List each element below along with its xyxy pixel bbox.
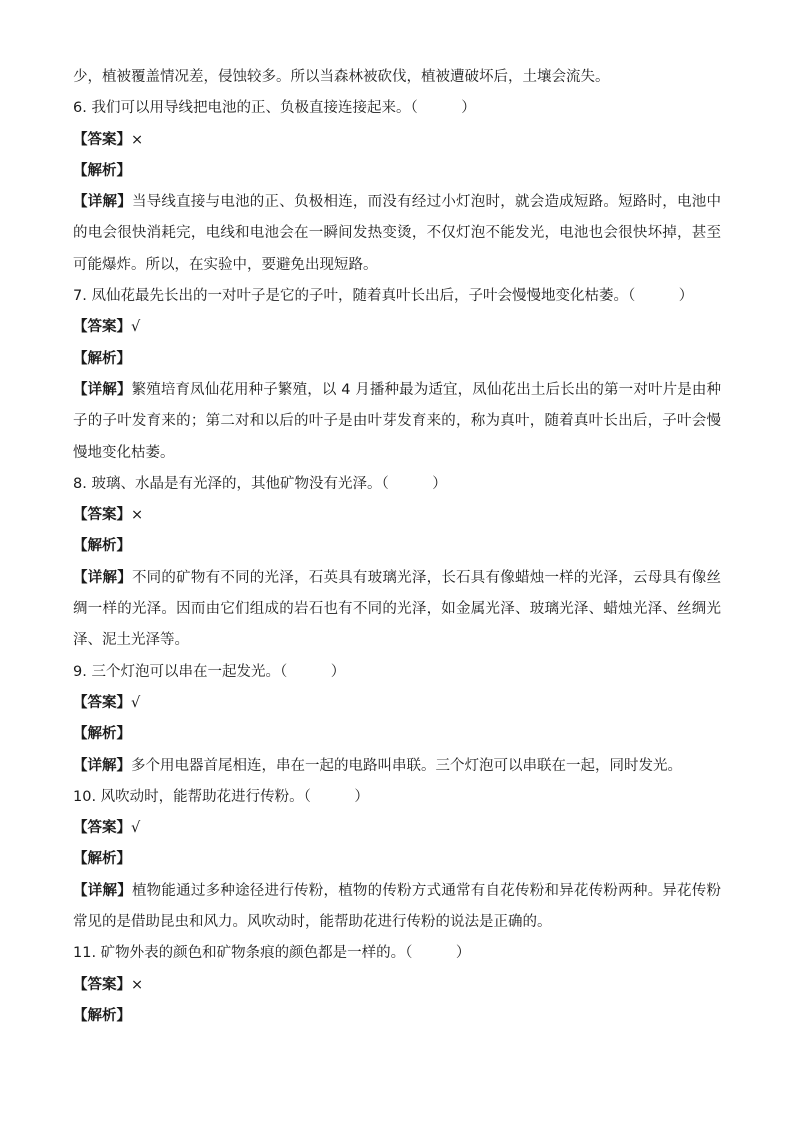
detail-label: 【详解】 bbox=[73, 757, 131, 774]
question-block-11 bbox=[73, 938, 721, 1032]
answer-value: √ bbox=[131, 694, 141, 711]
detail-text: 当导线直接与电池的正、负极相连，而没有经过小灯泡时，就会造成短路。短路时，电池中的电会很快消耗完，电线和电池会在一瞬间发热变烫，不仅灯泡不能发光，电池也会很快坏掉，甚至可能爆炸。所以，在实验中，要避免出现短路。 bbox=[73, 194, 722, 273]
detail-text: 多个用电器首尾相连，串在一起的电路叫串联。三个灯泡可以串联在一起，同时发光。 bbox=[131, 757, 682, 774]
document-page bbox=[73, 62, 721, 1032]
detail-paragraph bbox=[73, 187, 721, 281]
answer-line bbox=[73, 125, 721, 156]
detail-label: 【详解】 bbox=[73, 882, 132, 899]
question-text: 9. 三个灯泡可以串在一起发光。（ ） bbox=[73, 663, 346, 680]
answer-value: √ bbox=[131, 820, 141, 837]
analysis-label: 【解析】 bbox=[73, 538, 131, 555]
analysis-label: 【解析】 bbox=[73, 350, 131, 367]
analysis-label: 【解析】 bbox=[73, 851, 131, 868]
answer-value: × bbox=[131, 976, 144, 993]
answer-label: 【答案】 bbox=[73, 319, 131, 336]
answer-line bbox=[73, 813, 721, 844]
question-block-9 bbox=[73, 657, 721, 782]
detail-text: 繁殖培育凤仙花用种子繁殖，以 4 月播种最为适宜，凤仙花出土后长出的第一对叶片是由种子的子叶发育来的；第二对和以后的叶子是由叶芽发育来的，称为真叶，随着真叶长出后，子叶会慢慢地变化枯萎。 bbox=[73, 381, 721, 461]
question-text: 10. 风吹动时，能帮助花进行传粉。（ ） bbox=[73, 788, 369, 805]
question-block-7 bbox=[73, 281, 721, 469]
answer-value: √ bbox=[131, 319, 141, 336]
analysis-label: 【解析】 bbox=[73, 726, 131, 743]
answer-label: 【答案】 bbox=[73, 507, 131, 524]
answer-line bbox=[73, 312, 721, 343]
question-text: 7. 凤仙花最先长出的一对叶子是它的子叶，随着真叶长出后，子叶会慢慢地变化枯萎。（ ） bbox=[73, 288, 694, 305]
analysis-label: 【解析】 bbox=[73, 162, 131, 179]
answer-value: × bbox=[131, 131, 144, 148]
detail-paragraph bbox=[73, 751, 721, 782]
detail-label: 【详解】 bbox=[73, 194, 132, 211]
answer-line bbox=[73, 500, 721, 531]
question-text: 11. 矿物外表的颜色和矿物条痕的颜色都是一样的。（ ） bbox=[73, 945, 471, 962]
answer-label: 【答案】 bbox=[73, 820, 131, 837]
question-block-6 bbox=[73, 93, 721, 281]
detail-label: 【详解】 bbox=[73, 569, 132, 586]
analysis-label: 【解析】 bbox=[73, 1007, 131, 1024]
answer-line bbox=[73, 688, 721, 719]
answer-label: 【答案】 bbox=[73, 694, 131, 711]
answer-label: 【答案】 bbox=[73, 976, 131, 993]
detail-paragraph bbox=[73, 563, 721, 657]
detail-text: 植物能通过多种途径进行传粉，植物的传粉方式通常有自花传粉和异花传粉两种。异花传粉常见的是借助昆虫和风力。风吹动时，能帮助花进行传粉的说法是正确的。 bbox=[73, 882, 722, 931]
detail-label: 【详解】 bbox=[73, 381, 132, 398]
question-block-10 bbox=[73, 782, 721, 938]
answer-line bbox=[73, 970, 721, 1001]
answer-value: × bbox=[131, 507, 144, 524]
detail-paragraph bbox=[73, 876, 721, 939]
question-text: 8. 玻璃、水晶是有光泽的，其他矿物没有光泽。（ ） bbox=[73, 475, 447, 492]
question-block-8 bbox=[73, 469, 721, 657]
continuation-text: 少，植被覆盖情况差，侵蚀较多。所以当森林被砍伐，植被遭破坏后，土壤会流失。 bbox=[73, 69, 610, 85]
answer-label: 【答案】 bbox=[73, 131, 131, 148]
detail-paragraph bbox=[73, 375, 721, 469]
detail-text: 不同的矿物有不同的光泽，石英具有玻璃光泽，长石具有像蜡烛一样的光泽，云母具有像丝绸一样的光泽。因而由它们组成的岩石也有不同的光泽，如金属光泽、玻璃光泽、蜡烛光泽、丝绸光泽、泥土光泽等。 bbox=[73, 569, 722, 649]
question-text: 6. 我们可以用导线把电池的正、负极直接连接起来。（ ） bbox=[73, 100, 476, 117]
